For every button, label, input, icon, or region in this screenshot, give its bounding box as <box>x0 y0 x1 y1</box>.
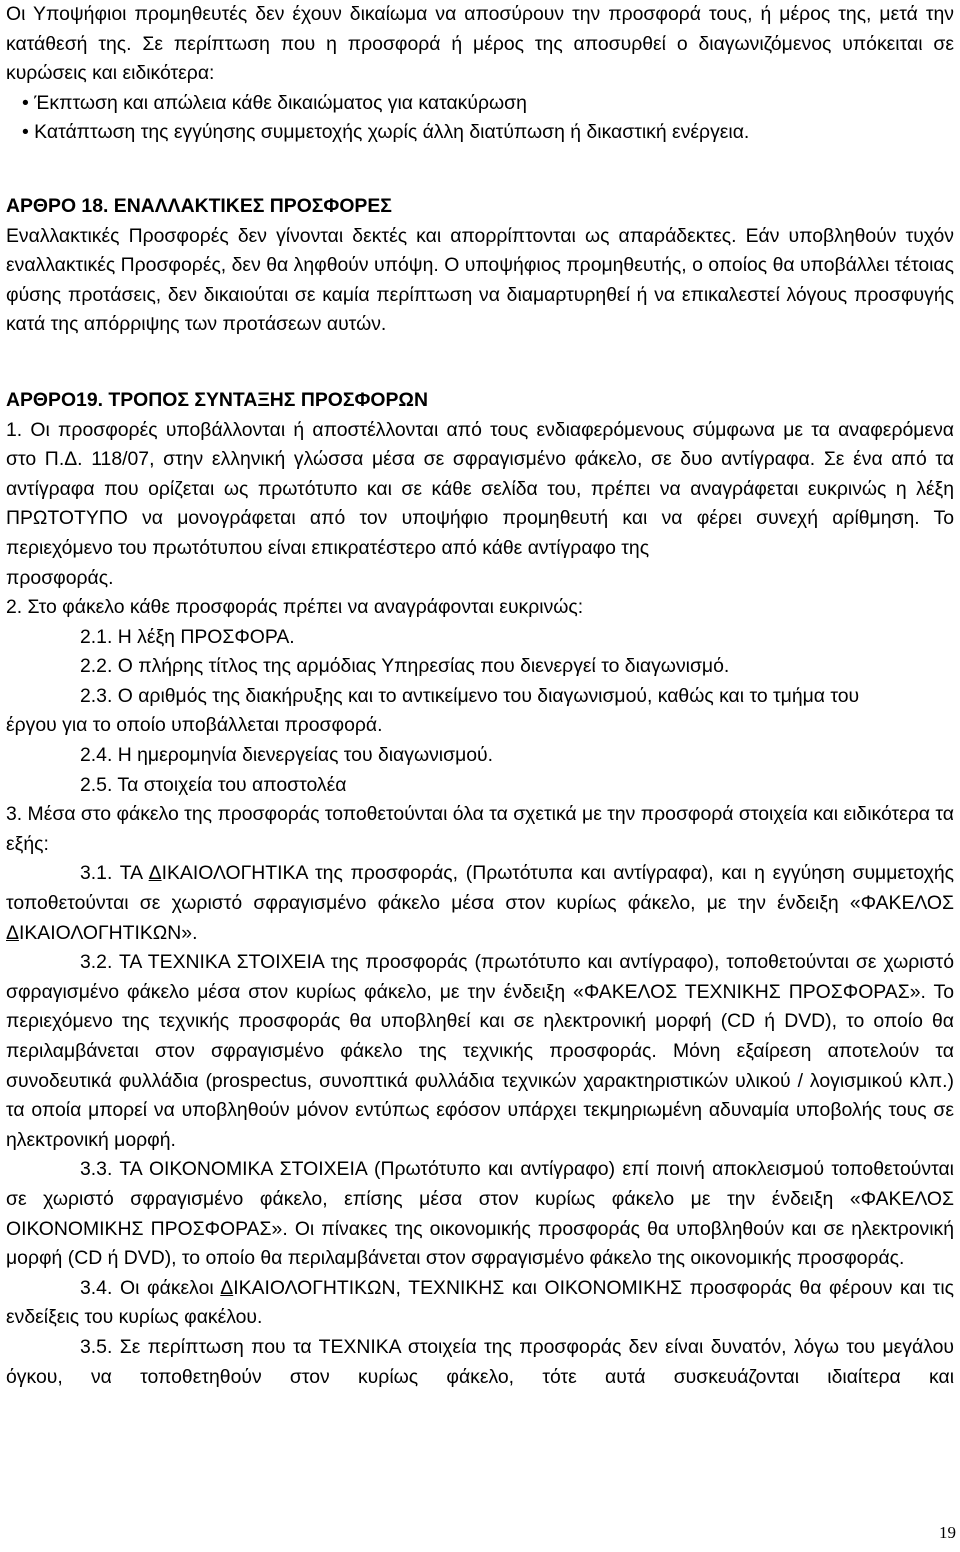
underlined-letter: Δ <box>6 921 19 944</box>
bullet-item: • Κατάπτωση της εγγύησης συμμετοχής χωρίς άλλη διατύπωση ή δικαστική ενέργεια. <box>22 121 750 144</box>
subpoint-3-2: 3.2. ΤΑ ΤΕΧΝΙΚΑ ΣΤΟΙΧΕΙΑ της προσφοράς (πρωτότυπο και αντίγραφο), τοποθετούνται σε χωριστό σφραγισμένο φάκελο μέσα στον κυρίως φάκελο, με την ένδειξη «ΦΑΚΕΛΟΣ ΤΕΧΝΙΚΗΣ ΠΡΟΣΦΟΡΑΣ». Το περιεχόμενο της τεχνικής προσφοράς θα υποβληθεί και σε ηλεκτρονική μορφή (CD ή DVD), το οποίο θα περιλαμβάνεται στον σφραγισμένο φάκελο της τεχνικής προσφοράς. Μόνη εξαίρεση αποτελούν τα συνοδευτικά φυλλάδια (prospectus, συνοπτικά φυλλάδια τεχνικών χαρακτηριστικών υλικού / λογισμικού κλπ.) τα οποία μπορεί να υποβληθούν μόνον εντύπως εφόσον υπάρχει τεκμηριωμένη αδυναμία υποβολής τους σε ηλεκτρονική μορφή. <box>6 951 954 1151</box>
subpoint-3-1-number: 3.1. <box>80 862 120 885</box>
article-18-paragraph: Εναλλακτικές Προσφορές δεν γίνονται δεκτές και απορρίπτονται ως απαράδεκτες. Εάν υποβληθούν τυχόν εναλλακτικές Προσφορές, δεν θα ληφθούν υπόψη. Ο υποψήφιος προμηθευτής, ο οποίος θα υποβάλλει τέτοιας φύσης προτάσεις, δεν δικαιούται σε καμία περίπτωση να διαμαρτυρηθεί ή να επικαλεστεί λόγους προσφυγής κατά της απόρριψης των προτάσεων αυτών. <box>6 224 954 336</box>
article-19-heading: ΑΡΘΡΟ19. ΤΡΟΠΟΣ ΣΥΝΤΑΞΗΣ ΠΡΟΣΦΟΡΩΝ <box>6 388 428 411</box>
subpoint-2-3-line1: 2.3. Ο αριθμός της διακήρυξης και το αντικείμενο του διαγωνισμού, καθώς και το τμήμα του <box>80 684 860 707</box>
subpoint-2-3-line2: έργου για το οποίο υποβάλλεται προσφορά. <box>6 714 383 737</box>
subpoint-3-4-number: 3.4. <box>80 1276 120 1299</box>
subpoint-2-2: 2.2. Ο πλήρης τίτλος της αρμόδιας Υπηρεσίας που διενεργεί το διαγωνισμό. <box>80 655 730 678</box>
bullet-item: • Έκπτωση και απώλεια κάθε δικαιώματος για κατακύρωση <box>22 91 527 114</box>
subpoint-3-5: 3.5. Σε περίπτωση που τα ΤΕΧΝΙΚΑ στοιχεία της προσφοράς δεν είναι δυνατόν, λόγω του μεγάλου όγκου, να τοποθετηθούν στον κυρίως φάκελο, τότε αυτά συσκευάζονται ιδιαίτερα και <box>6 1335 954 1388</box>
subpoint-3-4-text: ΙΚΑΙΟΛΟΓΗΤΙΚΩΝ, ΤΕΧΝΙΚΗΣ και ΟΙΚΟΝΟΜΙΚΗΣ προσφοράς θα φέρουν και τις ενδείξεις του κυρίως φακέλου. <box>6 1276 954 1329</box>
subpoint-3-4 <box>6 1274 954 1333</box>
subpoint-2-1: 2.1. Η λέξη ΠΡΟΣΦΟΡΑ. <box>80 625 295 648</box>
article-19-point-3: 3. Μέσα στο φάκελο της προσφοράς τοποθετούνται όλα τα σχετικά με την προσφορά στοιχεία και ειδικότερα τα εξής: <box>6 803 954 855</box>
subpoint-3-1-text: ΙΚΑΙΟΛΟΓΗΤΙΚΩΝ». <box>18 921 198 944</box>
subpoint-3-1 <box>6 859 954 948</box>
subpoint-2-4: 2.4. Η ημερομηνία διενεργείας του διαγωνισμού. <box>80 744 494 767</box>
subpoint-3-3: 3.3. ΤΑ ΟΙΚΟΝΟΜΙΚΑ ΣΤΟΙΧΕΙΑ (Πρωτότυπο και αντίγραφο) επί ποινή αποκλεισμού τοποθετούνται σε χωριστό σφραγισμένο φάκελο, επίσης μέσα στον κυρίως φάκελο με την ένδειξη «ΦΑΚΕΛΟΣ ΟΙΚΟΝΟΜΙΚΗΣ ΠΡΟΣΦΟΡΑΣ». Οι πίνακες της οικονομικής προσφοράς θα υποβληθούν και σε ηλεκτρονική μορφή (CD ή DVD), το οποίο θα περιλαμβάνεται στον σφραγισμένο φάκελο της οικονομικής προσφοράς. <box>6 1158 954 1270</box>
subpoint-3-1-text: ΤΑ <box>119 862 149 885</box>
document-page <box>6 0 954 1392</box>
page-number: 19 <box>939 1523 956 1542</box>
intro-paragraph: Οι Υποψήφιοι προμηθευτές δεν έχουν δικαίωμα να αποσύρουν την προσφορά τους, ή μέρος της, μετά την κατάθεσή της. Σε περίπτωση που η προσφορά ή μέρος της αποσυρθεί ο διαγωνιζόμενος υπόκειται σε κυρώσεις και ειδικότερα: <box>6 3 954 85</box>
article-18-heading: ΑΡΘΡΟ 18. ΕΝΑΛΛΑΚΤΙΚΕΣ ΠΡΟΣΦΟΡΕΣ <box>6 194 392 217</box>
subpoint-3-4-text: Οι φάκελοι <box>120 1276 221 1299</box>
article-19-point-1-tail: προσφοράς. <box>6 566 114 589</box>
underlined-letter: Δ <box>148 862 162 885</box>
article-19-point-1: 1. Οι προσφορές υποβάλλονται ή αποστέλλονται από τους ενδιαφερόμενους σύμφωνα με τα αναφερόμενα στο Π.Δ. 118/07, στην ελληνική γλώσσα μέσα σε σφραγισμένο φάκελο, σε δυο αντίγραφα. Σε ένα από τα αντίγραφα που ορίζεται ως πρωτότυπο και σε κάθε σελίδα του, πρέπει να αναγράφεται ευκρινώς η λέξη ΠΡΩΤΟΤΥΠΟ να μονογράφεται από τον υποψήφιο προμηθευτή και να φέρει συνεχή αρίθμηση. Το περιεχόμενο του πρωτότυπου είναι επικρατέστερο από κάθε αντίγραφο της <box>6 418 954 559</box>
subpoint-2-5: 2.5. Τα στοιχεία του αποστολέα <box>80 773 347 796</box>
article-19-point-2: 2. Στο φάκελο κάθε προσφοράς πρέπει να αναγράφονται ευκρινώς: <box>6 596 584 619</box>
underlined-letter: Δ <box>220 1276 234 1299</box>
subpoint-3-1-text: ΙΚΑΙΟΛΟΓΗΤΙΚΑ της προσφοράς, (Πρωτότυπα και αντίγραφα), και η εγγύηση συμμετοχής τοποθετούνται σε χωριστό σφραγισμένο φάκελο μέσα στον κυρίως φάκελο, με την ένδειξη «ΦΑΚΕΛΟΣ <box>6 862 954 915</box>
